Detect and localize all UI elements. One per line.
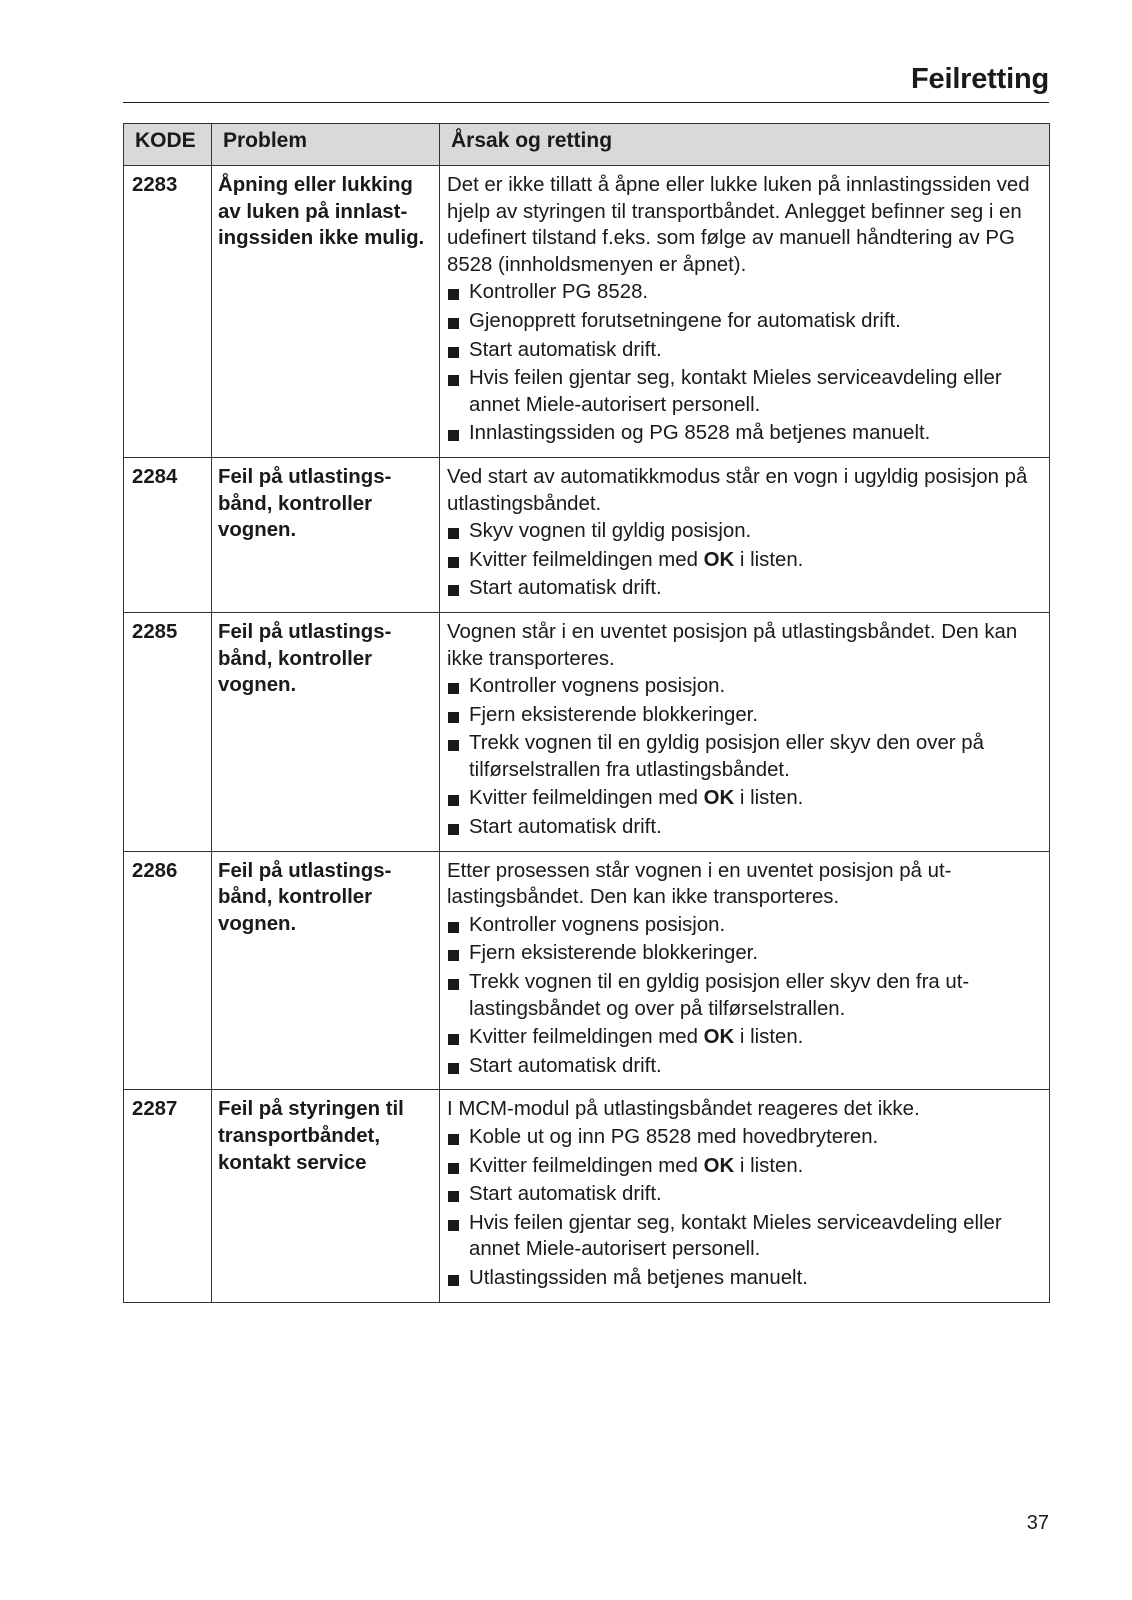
column-header-problem: Problem: [212, 124, 440, 166]
step-text: Utlastingssiden må betjenes manuelt.: [469, 1266, 808, 1289]
step-text-suffix: i listen.: [734, 1026, 804, 1049]
step-text: Start automatisk drift.: [469, 1054, 662, 1077]
step-text: Hvis feilen gjentar seg, kontakt Mieles serviceavdeling eller annet Miele-autorisert personell.: [469, 1211, 1002, 1261]
step-text: Start automatisk drift.: [469, 338, 662, 361]
remedy-steps: [447, 279, 1045, 447]
remedy-steps: [447, 518, 1045, 602]
problem-description: Feil på utlastingsbånd, kontroller vognen.: [212, 457, 440, 612]
fault-code: 2287: [124, 1090, 212, 1302]
list-item: [447, 673, 1045, 700]
square-bullet-icon: [448, 1220, 459, 1231]
square-bullet-icon: [448, 1034, 459, 1045]
step-text: Start automatisk drift.: [469, 1183, 662, 1206]
list-item: [447, 940, 1045, 967]
square-bullet-icon: [448, 1163, 459, 1174]
step-text: Koble ut og inn PG 8528 med hovedbryteren.: [469, 1126, 879, 1148]
list-item: [447, 1124, 1045, 1151]
cause-text: Etter prosessen står vognen i en uventet posisjon på utlastingsbåndet. Den kan ikke transporteres.: [447, 859, 952, 909]
list-item: [447, 730, 1045, 783]
step-text: Kvitter feilmeldingen med: [469, 548, 704, 571]
page-number: 37: [1026, 1512, 1049, 1534]
step-text-suffix: i listen.: [734, 787, 804, 810]
step-text: Fjern eksisterende blokkeringer.: [469, 942, 759, 965]
list-item: [447, 420, 1045, 447]
cause-and-remedy: [440, 851, 1050, 1090]
square-bullet-icon: [448, 528, 459, 539]
step-text-suffix: i listen.: [734, 548, 804, 571]
square-bullet-icon: [448, 585, 459, 596]
square-bullet-icon: [448, 289, 459, 300]
list-item: [447, 337, 1045, 364]
square-bullet-icon: [448, 1191, 459, 1202]
problem-description: Feil på utlastingsbånd, kontroller vognen.: [212, 612, 440, 851]
step-text: Start automatisk drift.: [469, 577, 662, 600]
step-text: Kvitter feilmeldingen med: [469, 787, 704, 810]
square-bullet-icon: [448, 740, 459, 751]
list-item: [447, 279, 1045, 306]
step-text: Fjern eksisterende blokkeringer.: [469, 703, 759, 726]
square-bullet-icon: [448, 1134, 459, 1145]
step-text: Kontroller PG 8528.: [469, 281, 649, 304]
step-keyword: OK: [703, 787, 735, 810]
step-text: Gjenopprett forutsetningene for automatisk drift.: [469, 309, 901, 332]
step-text: Kvitter feilmeldingen med: [469, 1154, 704, 1177]
list-item: [447, 1210, 1045, 1263]
cause-and-remedy: [440, 612, 1050, 851]
cause-and-remedy: [440, 457, 1050, 612]
remedy-steps: [447, 673, 1045, 841]
page-header: [123, 58, 1049, 103]
cause-text: Vognen står i en uventet posisjon på utlastingsbåndet. Den kan ikke transporteres.: [447, 620, 1018, 670]
step-keyword: OK: [703, 1154, 735, 1177]
problem-description: Åpning eller lukking av luken på innlastingssiden ikke mulig.: [212, 166, 440, 458]
square-bullet-icon: [448, 824, 459, 835]
step-text: Hvis feilen gjentar seg, kontakt Mieles serviceavdeling eller annet Miele-autorisert personell.: [469, 367, 1002, 416]
cause-text: Det er ikke tillatt å åpne eller lukke luken på innlastingssiden ved hjelp av styringen til transportbåndet. Anlegget befinner seg i en udefinert tilstand f.eks. som følge av manuell håndtering av PG 8528 (innholdsmenyen er åpnet).: [447, 174, 1030, 276]
list-item: [447, 1053, 1045, 1080]
square-bullet-icon: [448, 557, 459, 568]
table-row: [124, 1090, 1050, 1302]
square-bullet-icon: [448, 430, 459, 441]
cause-and-remedy: [440, 1090, 1050, 1302]
list-item: [447, 518, 1045, 545]
step-text: Trekk vognen til en gyldig posisjon eller skyv den over på tilførselstrallen fra utlastingsbåndet.: [469, 732, 984, 781]
square-bullet-icon: [448, 922, 459, 933]
square-bullet-icon: [448, 1063, 459, 1074]
table-header-row: [124, 124, 1050, 166]
list-item: [447, 1153, 1045, 1180]
table-row: [124, 166, 1050, 458]
column-header-cause: Årsak og retting: [440, 124, 1050, 166]
list-item: [447, 1265, 1045, 1292]
step-text: Innlastingssiden og PG 8528 må betjenes manuelt.: [469, 422, 931, 445]
square-bullet-icon: [448, 795, 459, 806]
step-text: Trekk vognen til en gyldig posisjon eller skyv den fra utlastingsbåndet og over på tilførselstrallen.: [469, 971, 970, 1020]
problem-description: Feil på utlastingsbånd, kontroller vognen.: [212, 851, 440, 1090]
fault-code: 2283: [124, 166, 212, 458]
step-text: Start automatisk drift.: [469, 816, 662, 839]
square-bullet-icon: [448, 683, 459, 694]
step-text: Kontroller vognens posisjon.: [469, 913, 726, 936]
list-item: [447, 575, 1045, 602]
square-bullet-icon: [448, 950, 459, 961]
problem-description: Feil på styringen til transportbåndet, kontakt service: [212, 1090, 440, 1302]
list-item: [447, 1181, 1045, 1208]
list-item: [447, 785, 1045, 812]
list-item: [447, 547, 1045, 574]
fault-code: 2286: [124, 851, 212, 1090]
remedy-steps: [447, 1124, 1045, 1292]
column-header-code: KODE: [124, 124, 212, 166]
step-text-suffix: i listen.: [734, 1154, 804, 1177]
square-bullet-icon: [448, 375, 459, 386]
square-bullet-icon: [448, 979, 459, 990]
list-item: [447, 912, 1045, 939]
step-keyword: OK: [703, 548, 735, 571]
remedy-steps: [447, 912, 1045, 1080]
cause-text: I MCM-modul på utlastingsbåndet reageres det ikke.: [447, 1098, 920, 1121]
list-item: [447, 702, 1045, 729]
fault-table: [123, 123, 1050, 1303]
list-item: [447, 814, 1045, 841]
cause-text: Ved start av automatikkmodus står en vogn i ugyldig posisjon på utlastingsbåndet.: [447, 465, 1028, 515]
step-text: Kvitter feilmeldingen med: [469, 1026, 704, 1049]
square-bullet-icon: [448, 318, 459, 329]
cause-and-remedy: [440, 166, 1050, 458]
square-bullet-icon: [448, 1275, 459, 1286]
list-item: [447, 308, 1045, 335]
fault-code: 2285: [124, 612, 212, 851]
table-row: [124, 851, 1050, 1090]
square-bullet-icon: [448, 712, 459, 723]
table-row: [124, 612, 1050, 851]
fault-code: 2284: [124, 457, 212, 612]
list-item: [447, 365, 1045, 418]
square-bullet-icon: [448, 347, 459, 358]
step-text: Skyv vognen til gyldig posisjon.: [469, 520, 752, 543]
table-row: [124, 457, 1050, 612]
step-text: Kontroller vognens posisjon.: [469, 675, 726, 698]
step-keyword: OK: [703, 1026, 735, 1049]
list-item: [447, 1024, 1045, 1051]
page-title: Feilretting: [911, 63, 1049, 95]
list-item: [447, 969, 1045, 1022]
